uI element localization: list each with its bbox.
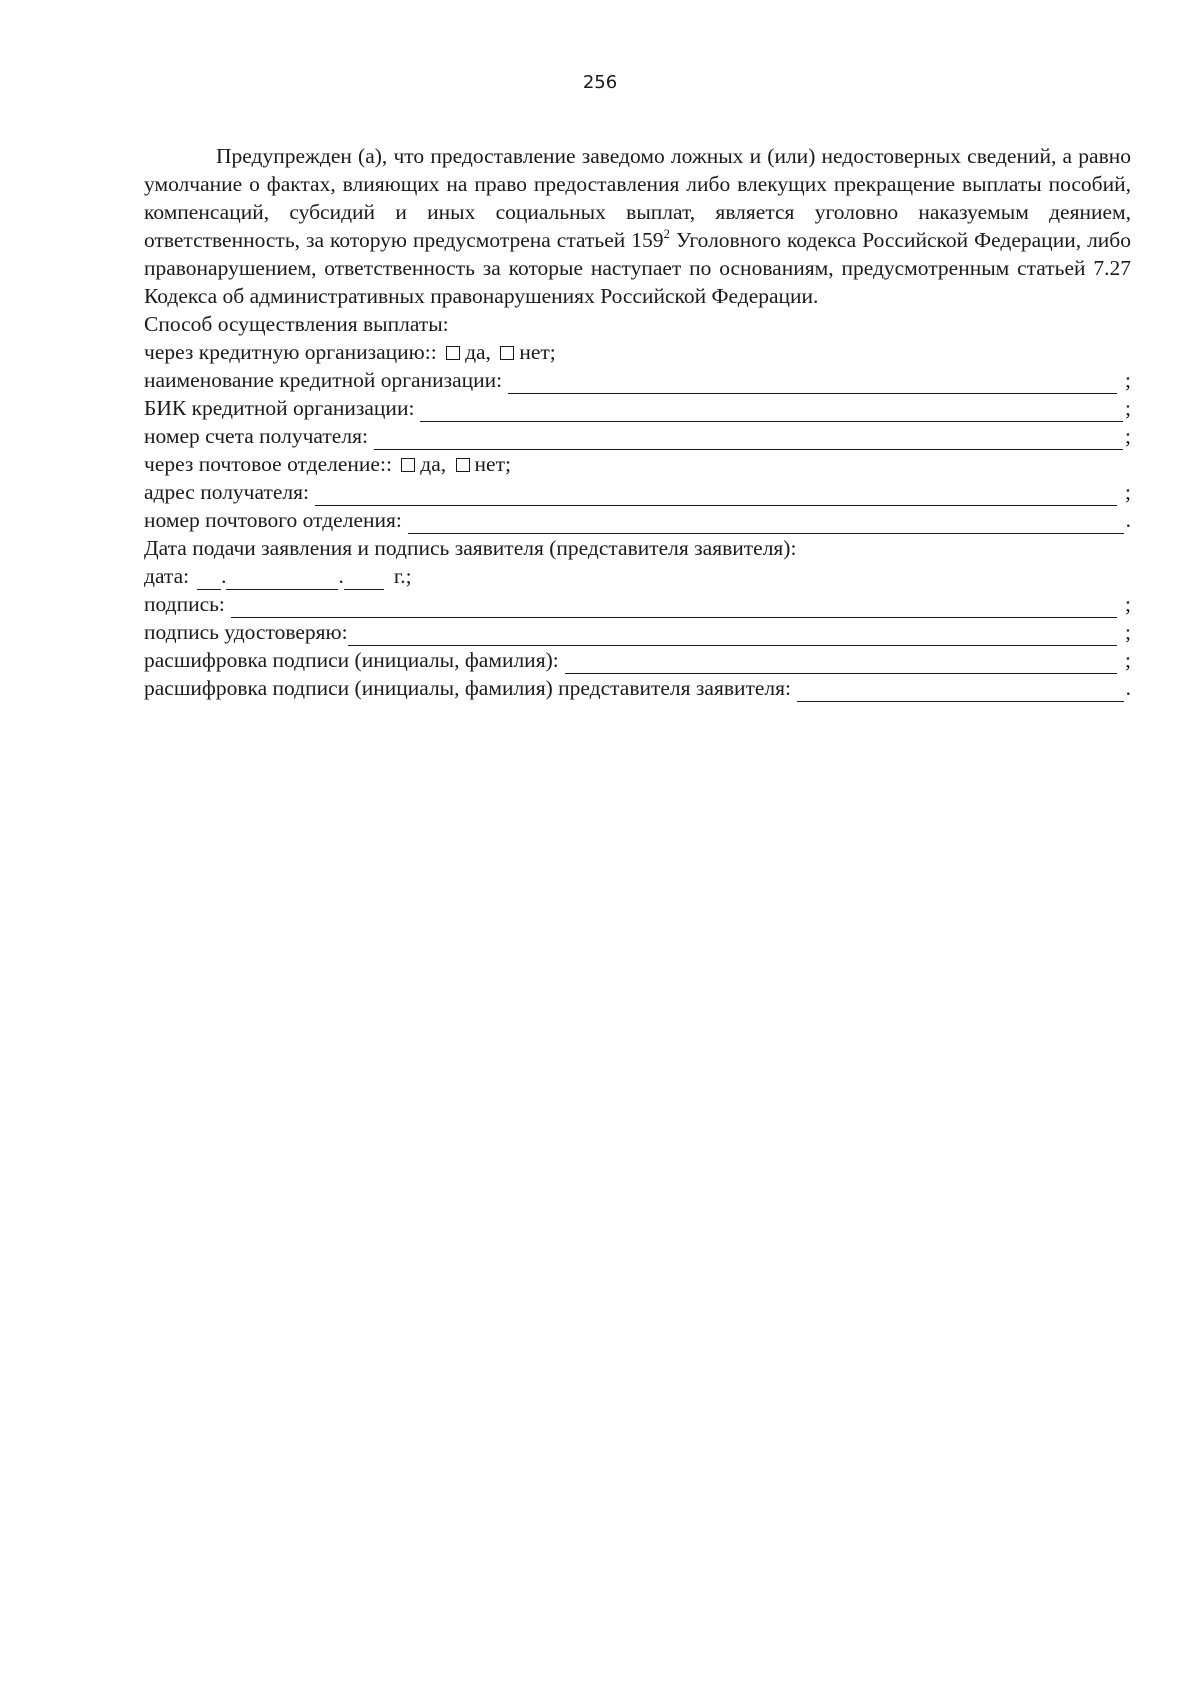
article-superscript: 2 xyxy=(663,226,670,241)
post-office-no-checkbox[interactable] xyxy=(456,458,470,472)
credit-org-name-end: ; xyxy=(1125,368,1131,392)
signature-decoding-label: расшифровка подписи (инициалы, фамилия): xyxy=(144,648,559,672)
signature-decoding-field xyxy=(144,646,1131,674)
signature-end: ; xyxy=(1125,592,1131,616)
account-number-blank[interactable] xyxy=(374,429,1123,450)
signature-label: подпись: xyxy=(144,592,225,616)
post-office-option-row xyxy=(144,450,1131,478)
post-office-yes-label: да, xyxy=(420,452,447,476)
representative-decoding-blank[interactable] xyxy=(797,681,1124,702)
account-number-field xyxy=(144,422,1131,450)
date-day-blank[interactable] xyxy=(197,569,221,590)
signature-field xyxy=(144,590,1131,618)
post-office-no-label: нет; xyxy=(474,452,511,476)
recipient-address-field xyxy=(144,478,1131,506)
credit-org-no-label: нет; xyxy=(519,340,556,364)
credit-org-yes-checkbox[interactable] xyxy=(446,346,460,360)
post-office-number-blank[interactable] xyxy=(408,513,1124,534)
signature-decoding-blank[interactable] xyxy=(565,653,1117,674)
recipient-address-end: ; xyxy=(1125,480,1131,504)
recipient-address-blank[interactable] xyxy=(315,485,1117,506)
representative-decoding-label: расшифровка подписи (инициалы, фамилия) представителя заявителя: xyxy=(144,676,792,700)
credit-org-yes-label: да, xyxy=(465,340,491,364)
date-dot-2: . xyxy=(338,564,344,588)
payment-method-heading: Способ осуществления выплаты: xyxy=(144,312,449,336)
liability-warning-paragraph xyxy=(144,142,1131,310)
bik-field xyxy=(144,394,1131,422)
credit-org-option-row xyxy=(144,338,1131,366)
credit-org-name-blank[interactable] xyxy=(508,373,1117,394)
date-dot-1: . xyxy=(221,564,227,588)
post-office-yes-checkbox[interactable] xyxy=(401,458,415,472)
account-number-label: номер счета получателя: xyxy=(144,424,368,448)
credit-org-name-label: наименование кредитной организации: xyxy=(144,368,503,392)
credit-org-option-label: через кредитную организацию:: xyxy=(144,340,437,364)
date-year-suffix: г.; xyxy=(393,564,412,588)
post-office-option-label: через почтовое отделение:: xyxy=(144,452,392,476)
signature-decoding-end: ; xyxy=(1125,648,1131,672)
credit-org-no-checkbox[interactable] xyxy=(500,346,514,360)
submission-heading: Дата подачи заявления и подпись заявителя (представителя заявителя): xyxy=(144,536,797,560)
credit-org-name-field xyxy=(144,366,1131,394)
warning-text-part1: Предупрежден (а), что предоставление заведомо ложных и (или) недостоверных сведений, а равно умолчание о фактах, влияющих на право предоставления либо влекущих прекращение выплаты пособий, компенсаций, субсидий и иных социальных выплат, является уголовно наказуемым деянием, ответственность, за которую предусмотрена статьей 159 xyxy=(144,144,1131,252)
date-month-blank[interactable] xyxy=(226,569,338,590)
warning-text-part2: Уголовного кодекса Российской Федерации, либо правонарушением, ответственность за которые наступает по основаниям, предусмотренным статьей 7.27 Кодекса об административных правонарушениях Российской Федерации. xyxy=(144,228,1131,308)
bik-label: БИК кредитной организации: xyxy=(144,396,415,420)
certify-field xyxy=(144,618,1131,646)
bik-blank[interactable] xyxy=(420,401,1123,422)
recipient-address-label: адрес получателя: xyxy=(144,480,310,504)
date-year-blank[interactable] xyxy=(344,569,384,590)
post-office-number-field xyxy=(144,506,1131,534)
form-content xyxy=(144,142,1131,702)
certify-label: подпись удостоверяю: xyxy=(144,620,348,644)
bik-end: ; xyxy=(1125,396,1131,420)
certify-blank[interactable] xyxy=(348,625,1117,646)
account-number-end: ; xyxy=(1125,424,1131,448)
signature-blank[interactable] xyxy=(231,597,1117,618)
representative-decoding-field xyxy=(144,674,1131,702)
page-number: 256 xyxy=(582,72,618,93)
representative-decoding-end: . xyxy=(1125,676,1131,700)
certify-end: ; xyxy=(1125,620,1131,644)
date-field xyxy=(144,562,1131,590)
date-label: дата: xyxy=(144,564,190,588)
post-office-number-label: номер почтового отделения: xyxy=(144,508,402,532)
post-office-number-end: . xyxy=(1125,508,1131,532)
